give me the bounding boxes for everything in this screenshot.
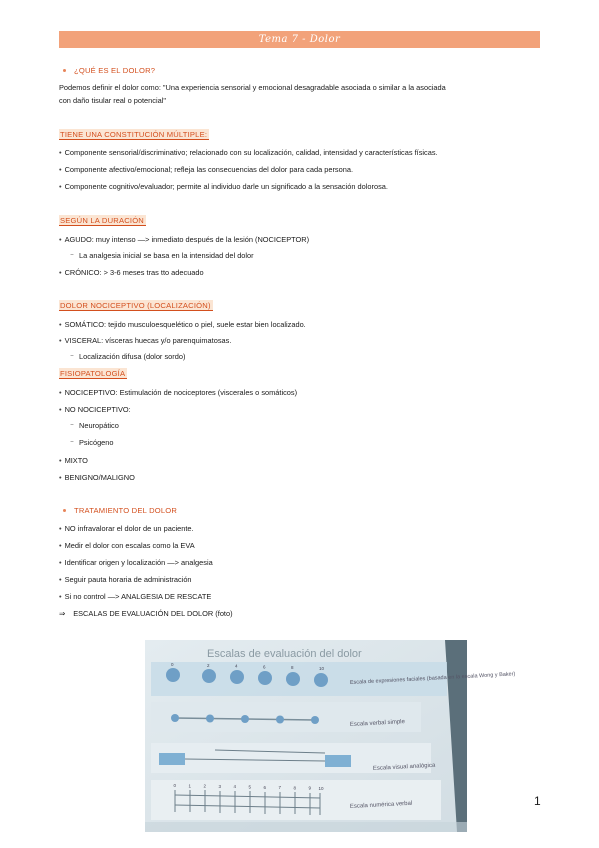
definition-line-1: Podemos definir el dolor como: "Una experiencia sensorial y emocional desagradable asociada o similar a la asociada (59, 83, 446, 92)
list-item-text: VISCERAL: vísceras huecas y/o parenquimatosas. (64, 336, 232, 345)
list-item-text: NO infravalorar el dolor de un paciente. (64, 524, 194, 533)
face-number: 8 (291, 665, 294, 671)
sub-item: ⁻ Psicógeno (70, 438, 114, 447)
face-number: 0 (171, 662, 174, 667)
list-item-text: MIXTO (64, 456, 88, 465)
arrow-item-text: ESCALAS DE EVALUACIÓN DEL DOLOR (foto) (73, 609, 233, 618)
list-item-text: Seguir pauta horaria de administración (64, 575, 192, 584)
sub-item-text: La analgesia inicial se basa en la intensidad del dolor (79, 251, 254, 260)
list-item-text: Componente sensorial/discriminativo; relacionado con su localización, calidad, intensidad y características físicas. (64, 148, 438, 157)
pain-scales-photo (145, 640, 516, 832)
list-item: • Componente cognitivo/evaluador; permite al individuo darle un significado a la sensación dolorosa. (59, 182, 388, 191)
numeric-tick: 6 (263, 784, 267, 790)
heading-nociceptivo-text: DOLOR NOCICEPTIVO (LOCALIZACIÓN) (60, 301, 211, 310)
list-item-text: Componente cognitivo/evaluador; permite al individuo darle un significado a la sensación dolorosa. (64, 182, 388, 191)
double-arrow-icon: ⇒ (59, 609, 66, 618)
sub-item-text: Neuropático (79, 421, 119, 430)
sub-item-text: Localización difusa (dolor sordo) (79, 352, 186, 361)
list-item: • Medir el dolor con escalas como la EVA (59, 541, 195, 550)
numeric-tick: 5 (248, 784, 252, 790)
list-item-text: NO NOCICEPTIVO: (64, 405, 131, 414)
heading-que-es-el-dolor: ¿QUÉ ES EL DOLOR? (74, 66, 156, 75)
list-item: • Seguir pauta horaria de administración (59, 575, 192, 584)
list-item: • MIXTO (59, 456, 88, 465)
heading-nociceptivo (59, 301, 213, 311)
page-number: 1 (534, 794, 541, 808)
section-dot (63, 69, 66, 72)
list-item-text: AGUDO: muy intenso —> inmediato después de la lesión (NOCICEPTOR) (64, 235, 310, 244)
list-item: • NO NOCICEPTIVO: (59, 405, 131, 414)
list-item: • SOMÁTICO: tejido musculoesquelético o piel, suele estar bien localizado. (59, 320, 306, 329)
list-item: • Componente sensorial/discriminativo; relacionado con su localización, calidad, intensidad y características físicas. (59, 148, 438, 157)
sub-item: ⁻ Localización difusa (dolor sordo) (70, 352, 186, 361)
numeric-scale-label: Escala numérica verbal (349, 800, 413, 810)
sub-item: ⁻ La analgesia inicial se basa en la intensidad del dolor (70, 251, 254, 260)
heading-fisiopatologia (59, 369, 127, 379)
numeric-tick: 3 (218, 783, 222, 789)
list-item-text: Si no control —> ANALGESIA DE RESCATE (64, 592, 212, 601)
slide-title: Escalas de evaluación del dolor (207, 648, 362, 660)
list-item: • VISCERAL: vísceras huecas y/o parenquimatosas. (59, 336, 232, 345)
numeric-tick: 1 (188, 783, 192, 789)
list-item-text: NOCICEPTIVO: Estimulación de nociceptores (viscerales o somáticos) (64, 388, 298, 397)
numeric-tick: 8 (293, 785, 297, 791)
face-number: 10 (319, 666, 325, 671)
list-item: • Componente afectivo/emocional; refleja las consecuencias del dolor para cada persona. (59, 165, 354, 174)
numeric-tick: 10 (318, 786, 324, 791)
list-item-text: SOMÁTICO: tejido musculoesquelético o piel, suele estar bien localizado. (64, 320, 306, 329)
definition-line-2: con daño tisular real o potencial" (59, 96, 166, 105)
faces-scale-label: Escala de expresiones faciales (basada en la escala Wong y Baker) (349, 671, 516, 686)
sub-item-text: Psicógeno (79, 438, 114, 447)
list-item-text: BENIGNO/MALIGNO (64, 473, 135, 482)
verbal-scale-label: Escala verbal simple (349, 719, 406, 728)
section-dot (63, 509, 66, 512)
face-number: 6 (263, 664, 266, 670)
list-item-text: CRÓNICO: > 3-6 meses tras tto adecuado (64, 268, 204, 277)
numeric-tick: 9 (308, 785, 312, 791)
list-item-text: Medir el dolor con escalas como la EVA (64, 541, 195, 550)
list-item: • NOCICEPTIVO: Estimulación de nociceptores (viscerales o somáticos) (59, 388, 298, 397)
heading-constitucion-text: TIENE UNA CONSTITUCIÓN MÚLTIPLE: (60, 130, 208, 139)
numeric-tick: 7 (278, 785, 282, 791)
list-item: • Identificar origen y localización —> analgesia (59, 558, 213, 567)
list-item: • Si no control —> ANALGESIA DE RESCATE (59, 592, 212, 601)
heading-tratamiento: TRATAMIENTO DEL DOLOR (74, 506, 178, 515)
list-item: • AGUDO: muy intenso —> inmediato después de la lesión (NOCICEPTOR) (59, 235, 310, 244)
pain-scales-slide (145, 640, 516, 832)
list-item: • CRÓNICO: > 3-6 meses tras tto adecuado (59, 268, 204, 277)
list-item-text: Componente afectivo/emocional; refleja las consecuencias del dolor para cada persona. (64, 165, 354, 174)
numeric-tick: 4 (233, 784, 237, 790)
list-item: • BENIGNO/MALIGNO (59, 473, 135, 482)
list-item: • NO infravalorar el dolor de un paciente. (59, 524, 194, 533)
visual-scale-label: Escala visual analógica (372, 762, 436, 772)
heading-fisiopatologia-text: FISIOPATOLOGÍA (60, 369, 126, 378)
list-item-text: Identificar origen y localización —> analgesia (64, 558, 213, 567)
numeric-tick: 2 (203, 783, 207, 789)
arrow-item (59, 609, 233, 619)
numeric-tick: 0 (173, 783, 177, 788)
heading-duracion (59, 216, 146, 226)
face-number: 4 (235, 663, 238, 669)
face-number: 2 (207, 662, 210, 668)
heading-constitucion (59, 130, 209, 140)
heading-duracion-text: SEGÚN LA DURACIÓN (60, 216, 144, 225)
page-title-banner: Tema 7 - Dolor (59, 31, 540, 48)
sub-item: ⁻ Neuropático (70, 421, 119, 430)
